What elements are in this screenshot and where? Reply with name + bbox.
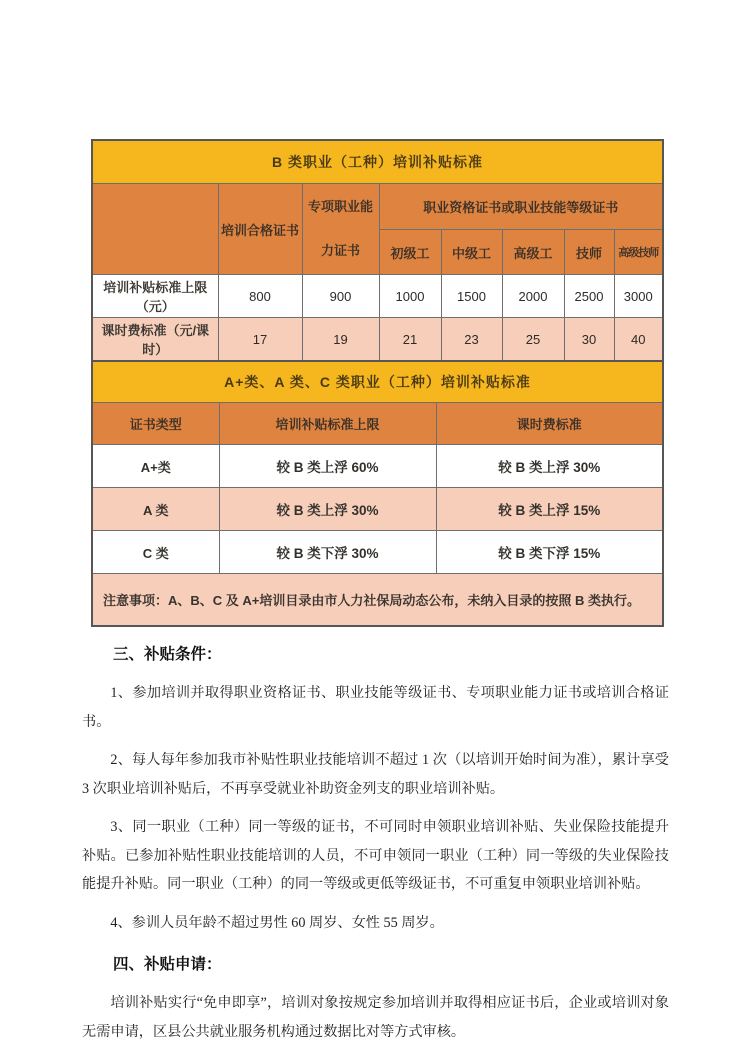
table-row-c — [92, 531, 663, 574]
col-header-training-cert: 培训合格证书 — [218, 184, 302, 275]
subsidy-cap-value: 1000 — [379, 275, 441, 318]
subsidy-cap-value: 1500 — [441, 275, 502, 318]
a-subsidy-cap: 较 B 类上浮 30% — [219, 488, 436, 531]
table-ac-title: A+类、A 类、C 类职业（工种）培训补贴标准 — [92, 361, 663, 403]
table-notes: 注意事项：A、B、C 及 A+培训目录由市人力社保局动态公布，未纳入目录的按照 B 类执行。 — [92, 574, 663, 627]
col-header-special-ability — [302, 184, 379, 275]
paragraph-application-1: 培训补贴实行“免申即享”，培训对象按规定参加培训并取得相应证书后，企业或培训对象无需申请，区县公共就业服务机构通过数据比对等方式审核。 — [82, 995, 669, 1040]
row-label-hourly-fee: 课时费标准（元/课时） — [92, 318, 218, 362]
a-hourly-fee: 较 B 类上浮 15% — [436, 488, 663, 531]
cert-type-a: A 类 — [92, 488, 219, 531]
hourly-fee-value: 21 — [379, 318, 441, 362]
hourly-fee-value: 23 — [441, 318, 502, 362]
section-heading-subsidy-application: 四、补贴申请： — [113, 956, 222, 973]
table-row-subsidy-cap — [92, 275, 663, 318]
a-plus-subsidy-cap: 较 B 类上浮 60% — [219, 445, 436, 488]
paragraph-condition-3: 3、同一职业（工种）同一等级的证书，不可同时申领职业培训补贴、失业保险技能提升补贴。已参加补贴性职业技能培训的人员，不可申领同一职业（工种）同一等级的失业保险技能提升补贴。同一职业（工种）的同一等级或更低等级证书，不可重复申领职业培训补贴。 — [82, 819, 669, 892]
col-header-level-junior: 初级工 — [379, 230, 441, 275]
table-b-class — [91, 139, 664, 362]
subsidy-cap-value: 900 — [302, 275, 379, 318]
subsidy-cap-value: 3000 — [614, 275, 663, 318]
table-row-a — [92, 488, 663, 531]
col-header-subsidy-cap: 培训补贴标准上限 — [219, 403, 436, 445]
subsidy-cap-value: 2000 — [502, 275, 564, 318]
hourly-fee-value: 25 — [502, 318, 564, 362]
paragraph-condition-4: 4、参训人员年龄不超过男性 60 周岁、女性 55 周岁。 — [110, 914, 444, 931]
hourly-fee-value: 17 — [218, 318, 302, 362]
paragraph-condition-1: 1、参加培训并取得职业资格证书、职业技能等级证书、专项职业能力证书或培训合格证书。 — [82, 685, 669, 730]
hourly-fee-value: 30 — [564, 318, 614, 362]
hourly-fee-value: 19 — [302, 318, 379, 362]
col-header-level-intermediate: 中级工 — [441, 230, 502, 275]
table-b-title: B 类职业（工种）培训补贴标准 — [92, 140, 663, 184]
cert-type-c: C 类 — [92, 531, 219, 574]
col-header-level-senior: 高级工 — [502, 230, 564, 275]
c-hourly-fee: 较 B 类下浮 15% — [436, 531, 663, 574]
row-label-subsidy-cap: 培训补贴标准上限（元） — [92, 275, 218, 318]
subsidy-tables — [91, 139, 662, 627]
section-heading-subsidy-conditions: 三、补贴条件： — [113, 646, 222, 663]
paragraph-condition-2: 2、每人每年参加我市补贴性职业技能培训不超过 1 次（以培训开始时间为准），累计享受 3 次职业培训补贴后，不再享受就业补助资金列支的职业培训补贴。 — [82, 752, 669, 797]
c-subsidy-cap: 较 B 类下浮 30% — [219, 531, 436, 574]
table-row-a-plus — [92, 445, 663, 488]
subsidy-cap-value: 800 — [218, 275, 302, 318]
a-plus-hourly-fee: 较 B 类上浮 30% — [436, 445, 663, 488]
col-header-hourly-fee: 课时费标准 — [436, 403, 663, 445]
col-header-special-ability-line1: 专项职业能 — [307, 199, 373, 214]
subsidy-cap-value: 2500 — [564, 275, 614, 318]
hourly-fee-value: 40 — [614, 318, 663, 362]
table-ac-class — [91, 360, 664, 627]
cert-type-a-plus: A+类 — [92, 445, 219, 488]
col-header-qualification-group: 职业资格证书或职业技能等级证书 — [379, 184, 663, 230]
col-header-level-technician: 技师 — [564, 230, 614, 275]
body-text — [82, 644, 669, 1056]
table-b-corner-cell — [92, 184, 218, 275]
col-header-cert-type: 证书类型 — [92, 403, 219, 445]
col-header-special-ability-line2: 力证书 — [320, 243, 360, 258]
table-row-hourly-fee — [92, 318, 663, 362]
col-header-level-senior-technician: 高级技师 — [614, 230, 663, 275]
